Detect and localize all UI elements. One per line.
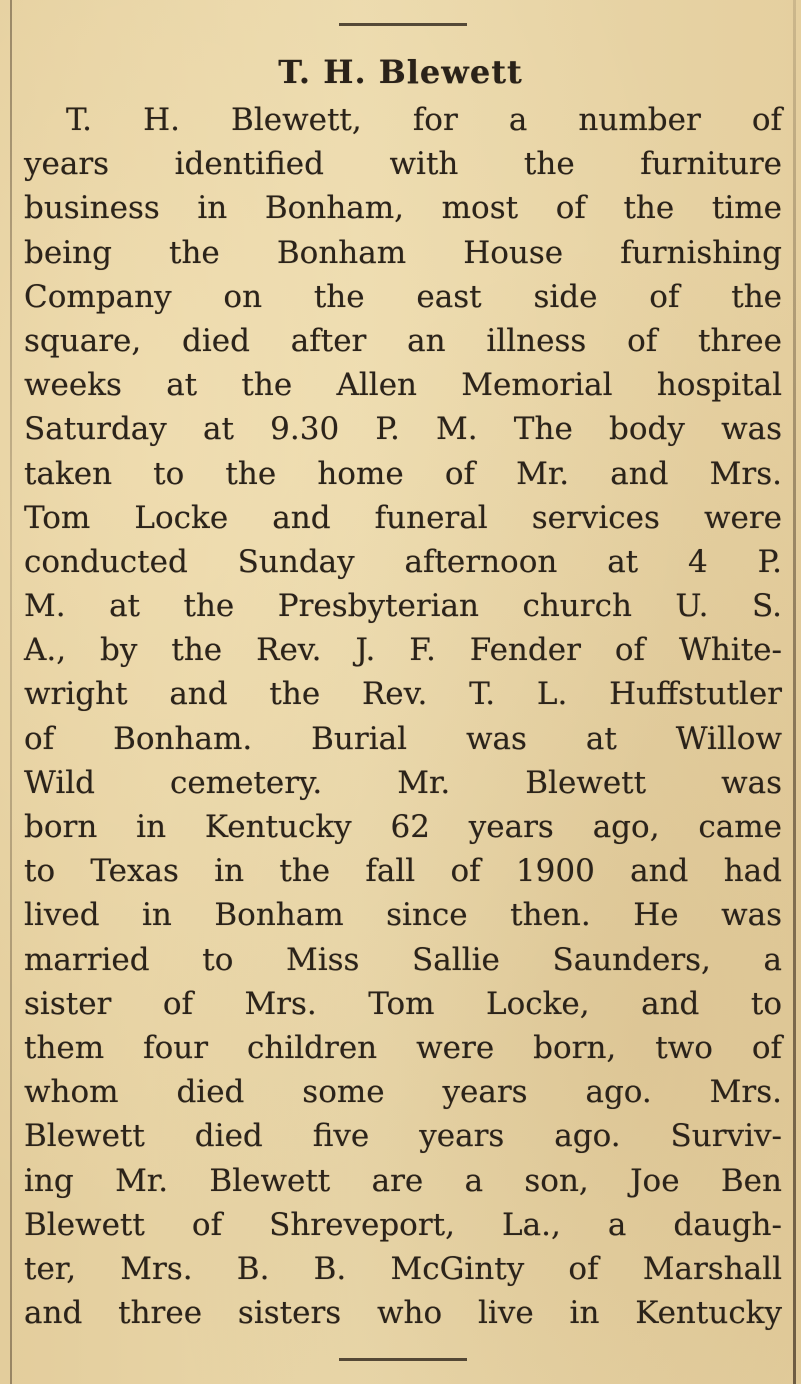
text-line: Blewett died five years ago. Surviv- xyxy=(24,1118,782,1155)
text-line: them four children were born, two of xyxy=(24,1029,782,1066)
text-line: of Bonham. Burial was at Willow xyxy=(24,720,782,757)
text-line: Blewett of Shreveport, La., a daugh- xyxy=(24,1206,782,1243)
text-line: born in Kentucky 62 years ago, came xyxy=(24,809,782,845)
text-line: whom died some years ago. Mrs. xyxy=(24,1074,782,1111)
text-line: Wild cemetery. Mr. Blewett was xyxy=(24,764,782,801)
text-line: Company on the east side of the xyxy=(24,278,782,315)
text-line: Tom Locke and funeral services were xyxy=(24,499,782,536)
text-line: M. at the Presbyterian church U. S. xyxy=(24,588,782,625)
text-line: and three sisters who live in Kentucky xyxy=(24,1295,782,1332)
text-line: square, died after an illness of three xyxy=(24,322,782,359)
text-line: Saturday at 9.30 P. M. The body was xyxy=(24,411,782,448)
bottom-separator-rule xyxy=(339,1358,467,1361)
text-line: taken to the home of Mr. and Mrs. xyxy=(24,455,782,492)
text-line: sister of Mrs. Tom Locke, and to xyxy=(24,985,782,1022)
right-column-edge xyxy=(793,0,796,1384)
text-line: being the Bonham House furnishing xyxy=(24,234,782,271)
text-line: married to Miss Sallie Saunders, a xyxy=(24,941,782,978)
obituary-body xyxy=(24,98,782,1335)
text-line: T. H. Blewett, for a number of xyxy=(66,102,782,138)
top-separator-rule xyxy=(339,23,467,26)
text-line: weeks at the Allen Memorial hospital xyxy=(24,367,782,404)
text-line: to Texas in the fall of 1900 and had xyxy=(24,853,782,890)
text-line: conducted Sunday afternoon at 4 P. xyxy=(24,543,782,580)
text-line: years identified with the furniture xyxy=(24,146,782,183)
left-column-edge xyxy=(10,0,12,1384)
text-line: business in Bonham, most of the time xyxy=(24,190,782,227)
text-line: ter, Mrs. B. B. McGinty of Marshall xyxy=(24,1250,782,1287)
text-line: wright and the Rev. T. L. Huffstutler xyxy=(24,676,782,713)
text-line: A., by the Rev. J. F. Fender of White- xyxy=(24,632,782,669)
obituary-headline: T. H. Blewett xyxy=(278,53,523,91)
text-line: ing Mr. Blewett are a son, Joe Ben xyxy=(24,1162,782,1199)
text-line: lived in Bonham since then. He was xyxy=(24,897,782,934)
